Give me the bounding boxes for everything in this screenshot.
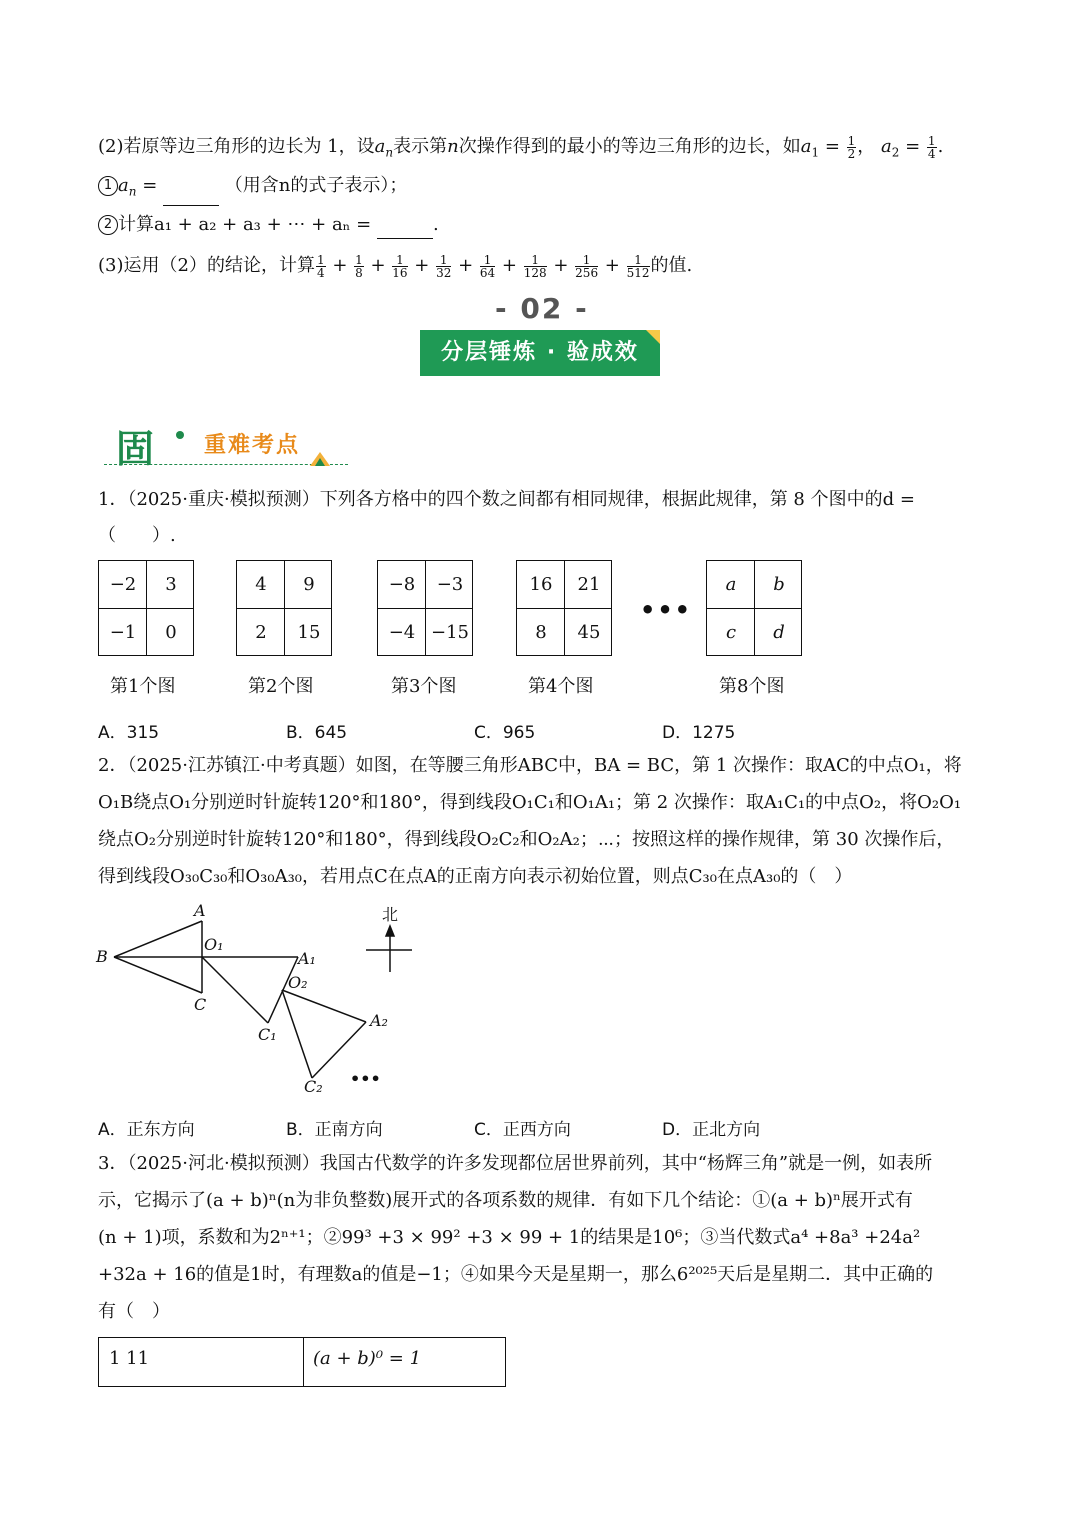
part2-intro-line: (2)若原等边三角形的边长为 1，设$a_n$表示第n次操作得到的最小的等边三角形的边长，如$a_1$ = $\frac{1}{2}$ ， $a_2$ = $\frac{1}{4}$ . xyxy=(98,133,944,161)
segment-O1C1 xyxy=(202,957,268,1023)
fraction-term: $\frac{1}{8}$ xyxy=(355,252,363,280)
part2-intro-c: 次操作得到的最小的等边三角形的边长，如 xyxy=(458,136,801,157)
q2-line2: O₁B绕点O₁分别逆时针旋转120°和180°，得到线段O₁C₁和O₁A₁；第 2 次操作：取A₁C₁的中点O₂，将O₂O₁ xyxy=(98,792,962,813)
part2-intro-b: 表示第 xyxy=(393,136,448,157)
answer-blank-1[interactable] xyxy=(163,187,219,206)
part3-line xyxy=(98,252,692,280)
fraction-term: $\frac{1}{128}$ xyxy=(523,252,547,280)
grid-cell: 15 xyxy=(297,622,321,643)
q3-line1: 3．（2025·河北·模拟预测）我国古代数学的许多发现都位居世界前列，其中“杨辉三角”就是一例，如表所 xyxy=(98,1153,933,1174)
grid-cell: 16 xyxy=(529,574,553,595)
yanghui-table xyxy=(98,1337,506,1387)
grid-cell: −1 xyxy=(109,622,137,643)
q2-option-c[interactable]: C．正西方向 xyxy=(474,1120,571,1140)
q2-option-b[interactable]: B．正南方向 xyxy=(286,1120,383,1140)
part2-q2-text: 计算a₁ + a₂ + a₃ + ⋯ + aₙ = xyxy=(118,214,372,235)
q3-line4: +32a + 16的值是1时，有理数a的值是−1；④如果今天是星期一，那么6²⁰²⁵天后是星期二．其中正确的 xyxy=(98,1264,934,1285)
grid-caption: 第8个图 xyxy=(719,676,785,697)
grid-cell: 3 xyxy=(165,574,177,595)
table-cell-1: 1 11 xyxy=(109,1348,150,1369)
compass-north-label: 北 xyxy=(382,905,399,924)
grid-caption: 第4个图 xyxy=(528,676,594,697)
fraction-term: $\frac{1}{256}$ xyxy=(575,252,599,280)
circled-1: 1 xyxy=(98,176,118,196)
banner-corner-decoration xyxy=(646,330,660,344)
part2-q2-line xyxy=(98,211,439,239)
a1-fraction: $\frac{1}{2}$ xyxy=(847,133,856,161)
grid-cell: 2 xyxy=(255,622,267,643)
segment-BC xyxy=(114,957,202,993)
fraction-term: $\frac{1}{512}$ xyxy=(626,252,650,280)
label-O1: O₁ xyxy=(204,935,224,954)
segment-O2A2 xyxy=(282,990,366,1022)
label-A1: A₁ xyxy=(298,949,316,968)
part3-text-b: 的值. xyxy=(650,255,693,276)
grid-cell: 45 xyxy=(577,622,601,643)
part2-q2-end: . xyxy=(433,214,439,235)
grid-ellipsis: ••• xyxy=(640,596,693,624)
grid-caption: 第2个图 xyxy=(248,676,314,697)
segment-O2C2 xyxy=(282,990,312,1078)
label-A: A xyxy=(194,901,206,920)
number-grid xyxy=(236,560,332,656)
number-grid xyxy=(377,560,473,656)
section-number: - 02 - xyxy=(495,292,589,325)
q3-line5: 有（ ） xyxy=(98,1301,170,1322)
fraction-sum: $\frac{1}{4}$ + $\frac{1}{8}$ + $\frac{1}{16}$ + $\frac{1}{32}$ + $\frac{1}{64}$ + $\frac{1}{128}$ + $\frac{1}{256}$ + $\frac{1}{512}$ xyxy=(316,252,650,280)
fraction-term: $\frac{1}{64}$ xyxy=(479,252,496,280)
grid-cell: 4 xyxy=(255,574,267,595)
grid-cell: c xyxy=(725,622,737,643)
part2-intro-a: (2)若原等边三角形的边长为 1，设 xyxy=(98,136,375,157)
q3-line3: (n + 1)项，系数和为2ⁿ⁺¹；②99³ +3 × 99² +3 × 99 + 1的结果是10⁶；③当代数式a⁴ +8a³ +24a² xyxy=(98,1227,921,1248)
grid-cell: −2 xyxy=(109,574,137,595)
grid-cell: 8 xyxy=(535,622,547,643)
q2-geometry-figure xyxy=(92,900,412,1100)
fraction-term: $\frac{1}{32}$ xyxy=(436,252,452,280)
grid-cell: 9 xyxy=(303,574,315,595)
number-grid xyxy=(516,560,612,656)
label-C1: C₁ xyxy=(258,1025,277,1044)
q3-line2: 示，它揭示了(a + b)ⁿ(n为非负整数)展开式的各项系数的规律．有如下几个结论：①(a + b)ⁿ展开式有 xyxy=(98,1190,913,1211)
q1-line2: （ ）. xyxy=(98,525,176,546)
label-O2: O₂ xyxy=(288,973,308,992)
grid-cell: 21 xyxy=(577,574,601,595)
q2-line4: 得到线段O₃₀C₃₀和O₃₀A₃₀，若用点C在点A的正南方向表示初始位置，则点C₃₀在点A₃₀的（ ） xyxy=(98,866,853,887)
number-grid xyxy=(98,560,194,656)
q1-option-d[interactable]: D．1275 xyxy=(662,723,736,743)
q2-line3: 绕点O₂分别逆时针旋转120°和180°，得到线段O₂C₂和O₂A₂；⋯；按照这样的操作规律，第 30 次操作后， xyxy=(98,829,955,850)
circled-2: 2 xyxy=(98,215,118,235)
fraction-term: $\frac{1}{4}$ xyxy=(316,252,325,280)
grid-caption: 第3个图 xyxy=(391,676,457,697)
triangle-decoration-icon xyxy=(308,450,332,468)
grid-cell: 0 xyxy=(165,622,177,643)
grid-cell: −8 xyxy=(388,574,416,595)
table-divider xyxy=(303,1338,304,1386)
gu-character: 固 xyxy=(116,426,155,471)
grid-caption: 第1个图 xyxy=(110,676,176,697)
q2-option-a[interactable]: A．正东方向 xyxy=(98,1120,195,1140)
grid-cell: −4 xyxy=(388,622,416,643)
part2-q1-hint: （用含n的式子表示）； xyxy=(224,175,408,196)
label-B: B xyxy=(96,947,108,966)
gu-label: 重难考点 xyxy=(204,433,301,458)
part2-intro-d: ， xyxy=(857,136,876,157)
a2-fraction: $\frac{1}{4}$ xyxy=(927,133,936,161)
label-C2: C₂ xyxy=(304,1077,323,1096)
grid-cell: a xyxy=(725,574,737,595)
table-cell-2: (a + b)⁰ = 1 xyxy=(313,1348,422,1369)
label-A2: A₂ xyxy=(370,1011,388,1030)
number-grid xyxy=(706,560,802,656)
gu-dot xyxy=(176,431,184,439)
part3-text-a: (3)运用（2）的结论，计算 xyxy=(98,255,315,276)
section-banner xyxy=(420,330,660,376)
figure-ellipsis: ••• xyxy=(350,1069,381,1088)
answer-blank-2[interactable] xyxy=(377,220,433,239)
q1-option-c[interactable]: C．965 xyxy=(474,723,536,743)
label-C: C xyxy=(194,995,207,1014)
compass-icon xyxy=(366,926,412,972)
q1-line1: 1．（2025·重庆·模拟预测）下列各方格中的四个数之间都有相同规律，根据此规律，第 8 个图中的d = xyxy=(98,489,915,510)
grid-cell: −15 xyxy=(431,622,469,643)
q2-option-d[interactable]: D．正北方向 xyxy=(662,1120,761,1140)
q1-option-a[interactable]: A．315 xyxy=(98,723,160,743)
part2-q1-line: 1 $a_n$ = （用含n的式子表示）； xyxy=(98,172,407,206)
q1-option-b[interactable]: B．645 xyxy=(286,723,348,743)
fraction-term: $\frac{1}{16}$ xyxy=(392,252,408,280)
grid-cell: d xyxy=(773,622,785,643)
segment-BA xyxy=(114,921,202,957)
q2-line1: 2．（2025·江苏镇江·中考真题）如图，在等腰三角形ABC中，BA = BC，第 1 次操作：取AC的中点O₁，将 xyxy=(98,755,962,776)
section-banner-text: 分层锤炼 · 验成效 xyxy=(441,340,639,365)
grid-cell: −3 xyxy=(436,574,464,595)
grid-cell: b xyxy=(773,574,785,595)
